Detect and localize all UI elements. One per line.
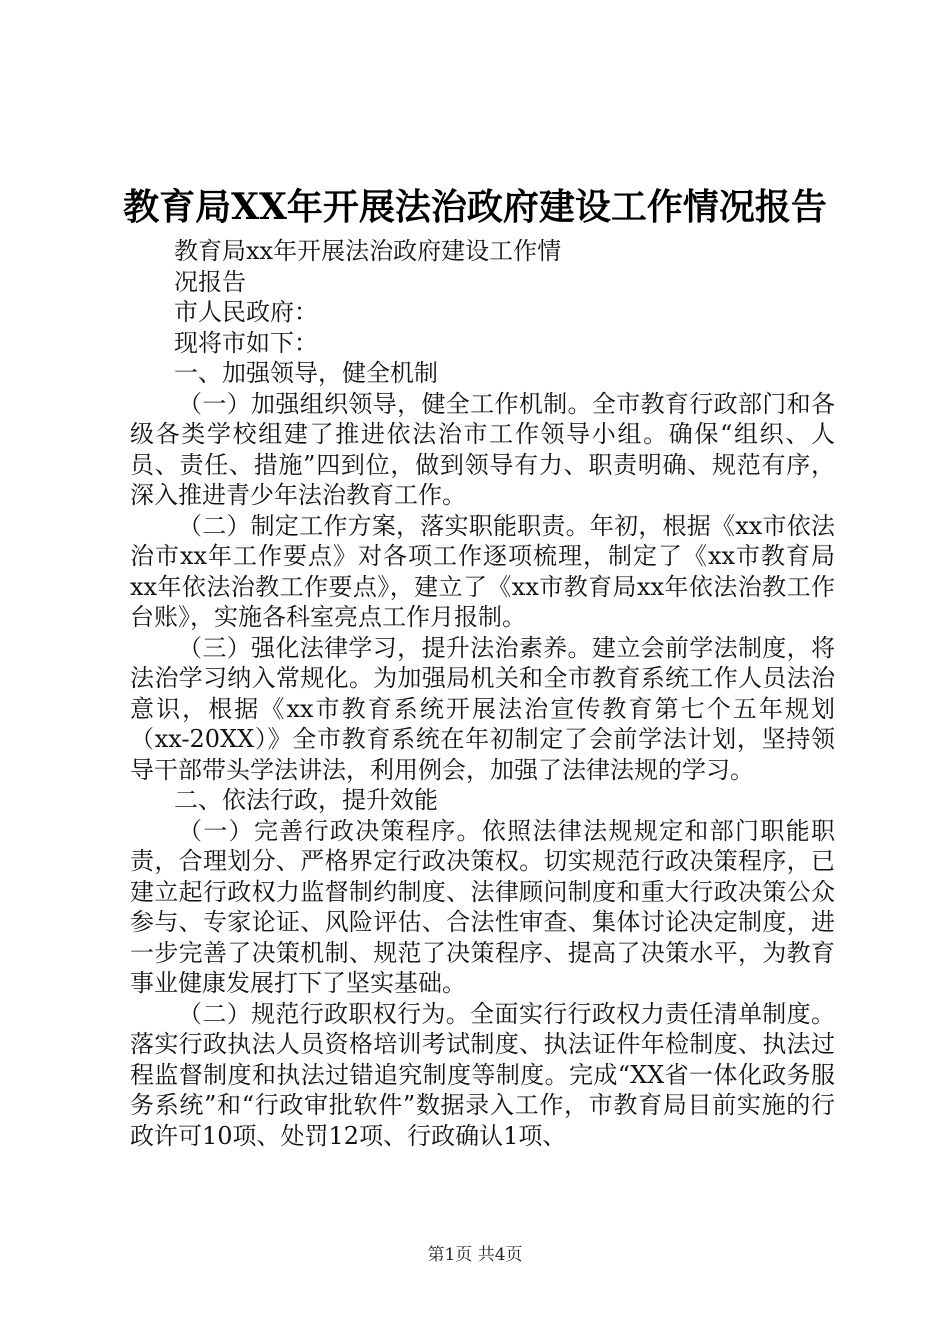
salutation: 市人民政府： (174, 298, 318, 326)
section-1-paragraph-3: （三）强化法律学习，提升法治素养。建立会前学法制度，将法治学习纳入常规化。为加强局机关和全市教育系统工作人员法治意识，根据《xx市教育系统开展法治宣传教育第七个五年规划（xx-20XX）》全市教育系统在年初制定了会前学法计划，坚持领导干部带头学法讲法，利用例会，加强了法律法规的学习。 (130, 633, 835, 784)
section-2-paragraph-1: （一）完善行政决策程序。依照法律法规规定和部门职能职责，合理划分、严格界定行政决策权。切实规范行政决策程序，已建立起行政权力监督制约制度、法律顾问制度和重大行政决策公众参与、专家论证、风险评估、合法性审查、集体讨论决定制度，进一步完善了决策机制、规范了决策程序、提高了决策水平，为教育事业健康发展打下了坚实基础。 (130, 816, 835, 997)
intro-line: 现将市如下： (174, 328, 318, 357)
section-2-title: 二、依法行政，提升效能 (174, 786, 438, 814)
section-1-paragraph-2: （二）制定工作方案，落实职能职责。年初，根据《xx市依法治市xx年工作要点》对各项工作逐项梳理，制定了《xx市教育局xx年依法治教工作要点》，建立了《xx市教育局xx年依法治教工作台账》，实施各科室亮点工作月报制。 (130, 511, 835, 631)
heading-line-1: 教育局xx年开展法治政府建设工作情 (174, 237, 562, 265)
page-number: 第1页 共4页 (427, 1245, 523, 1265)
section-2-paragraph-2: （二）规范行政职权行为。全面实行行政权力责任清单制度。落实行政执法人员资格培训考试制度、执法证件年检制度、执法过程监督制度和执法过错追究制度等制度。完成“XX省一体化政务服务系统”和“行政审批软件”数据录入工作，市教育局目前实施的行政许可10项、处罚12项、行政确认1项、 (130, 999, 835, 1150)
section-1-paragraph-1: （一）加强组织领导，健全工作机制。全市教育行政部门和各级各类学校组建了推进依法治市工作领导小组。确保“组织、人员、责任、措施”四到位，做到领导有力、职责明确、规范有序，深入推进青少年法治教育工作。 (130, 389, 835, 509)
document-body (130, 236, 835, 1151)
section-1-title: 一、加强领导，健全机制 (174, 359, 438, 387)
heading-line-2: 况报告 (174, 267, 246, 296)
document-title: 教育局XX年开展法治政府建设工作情况报告 (123, 186, 827, 228)
